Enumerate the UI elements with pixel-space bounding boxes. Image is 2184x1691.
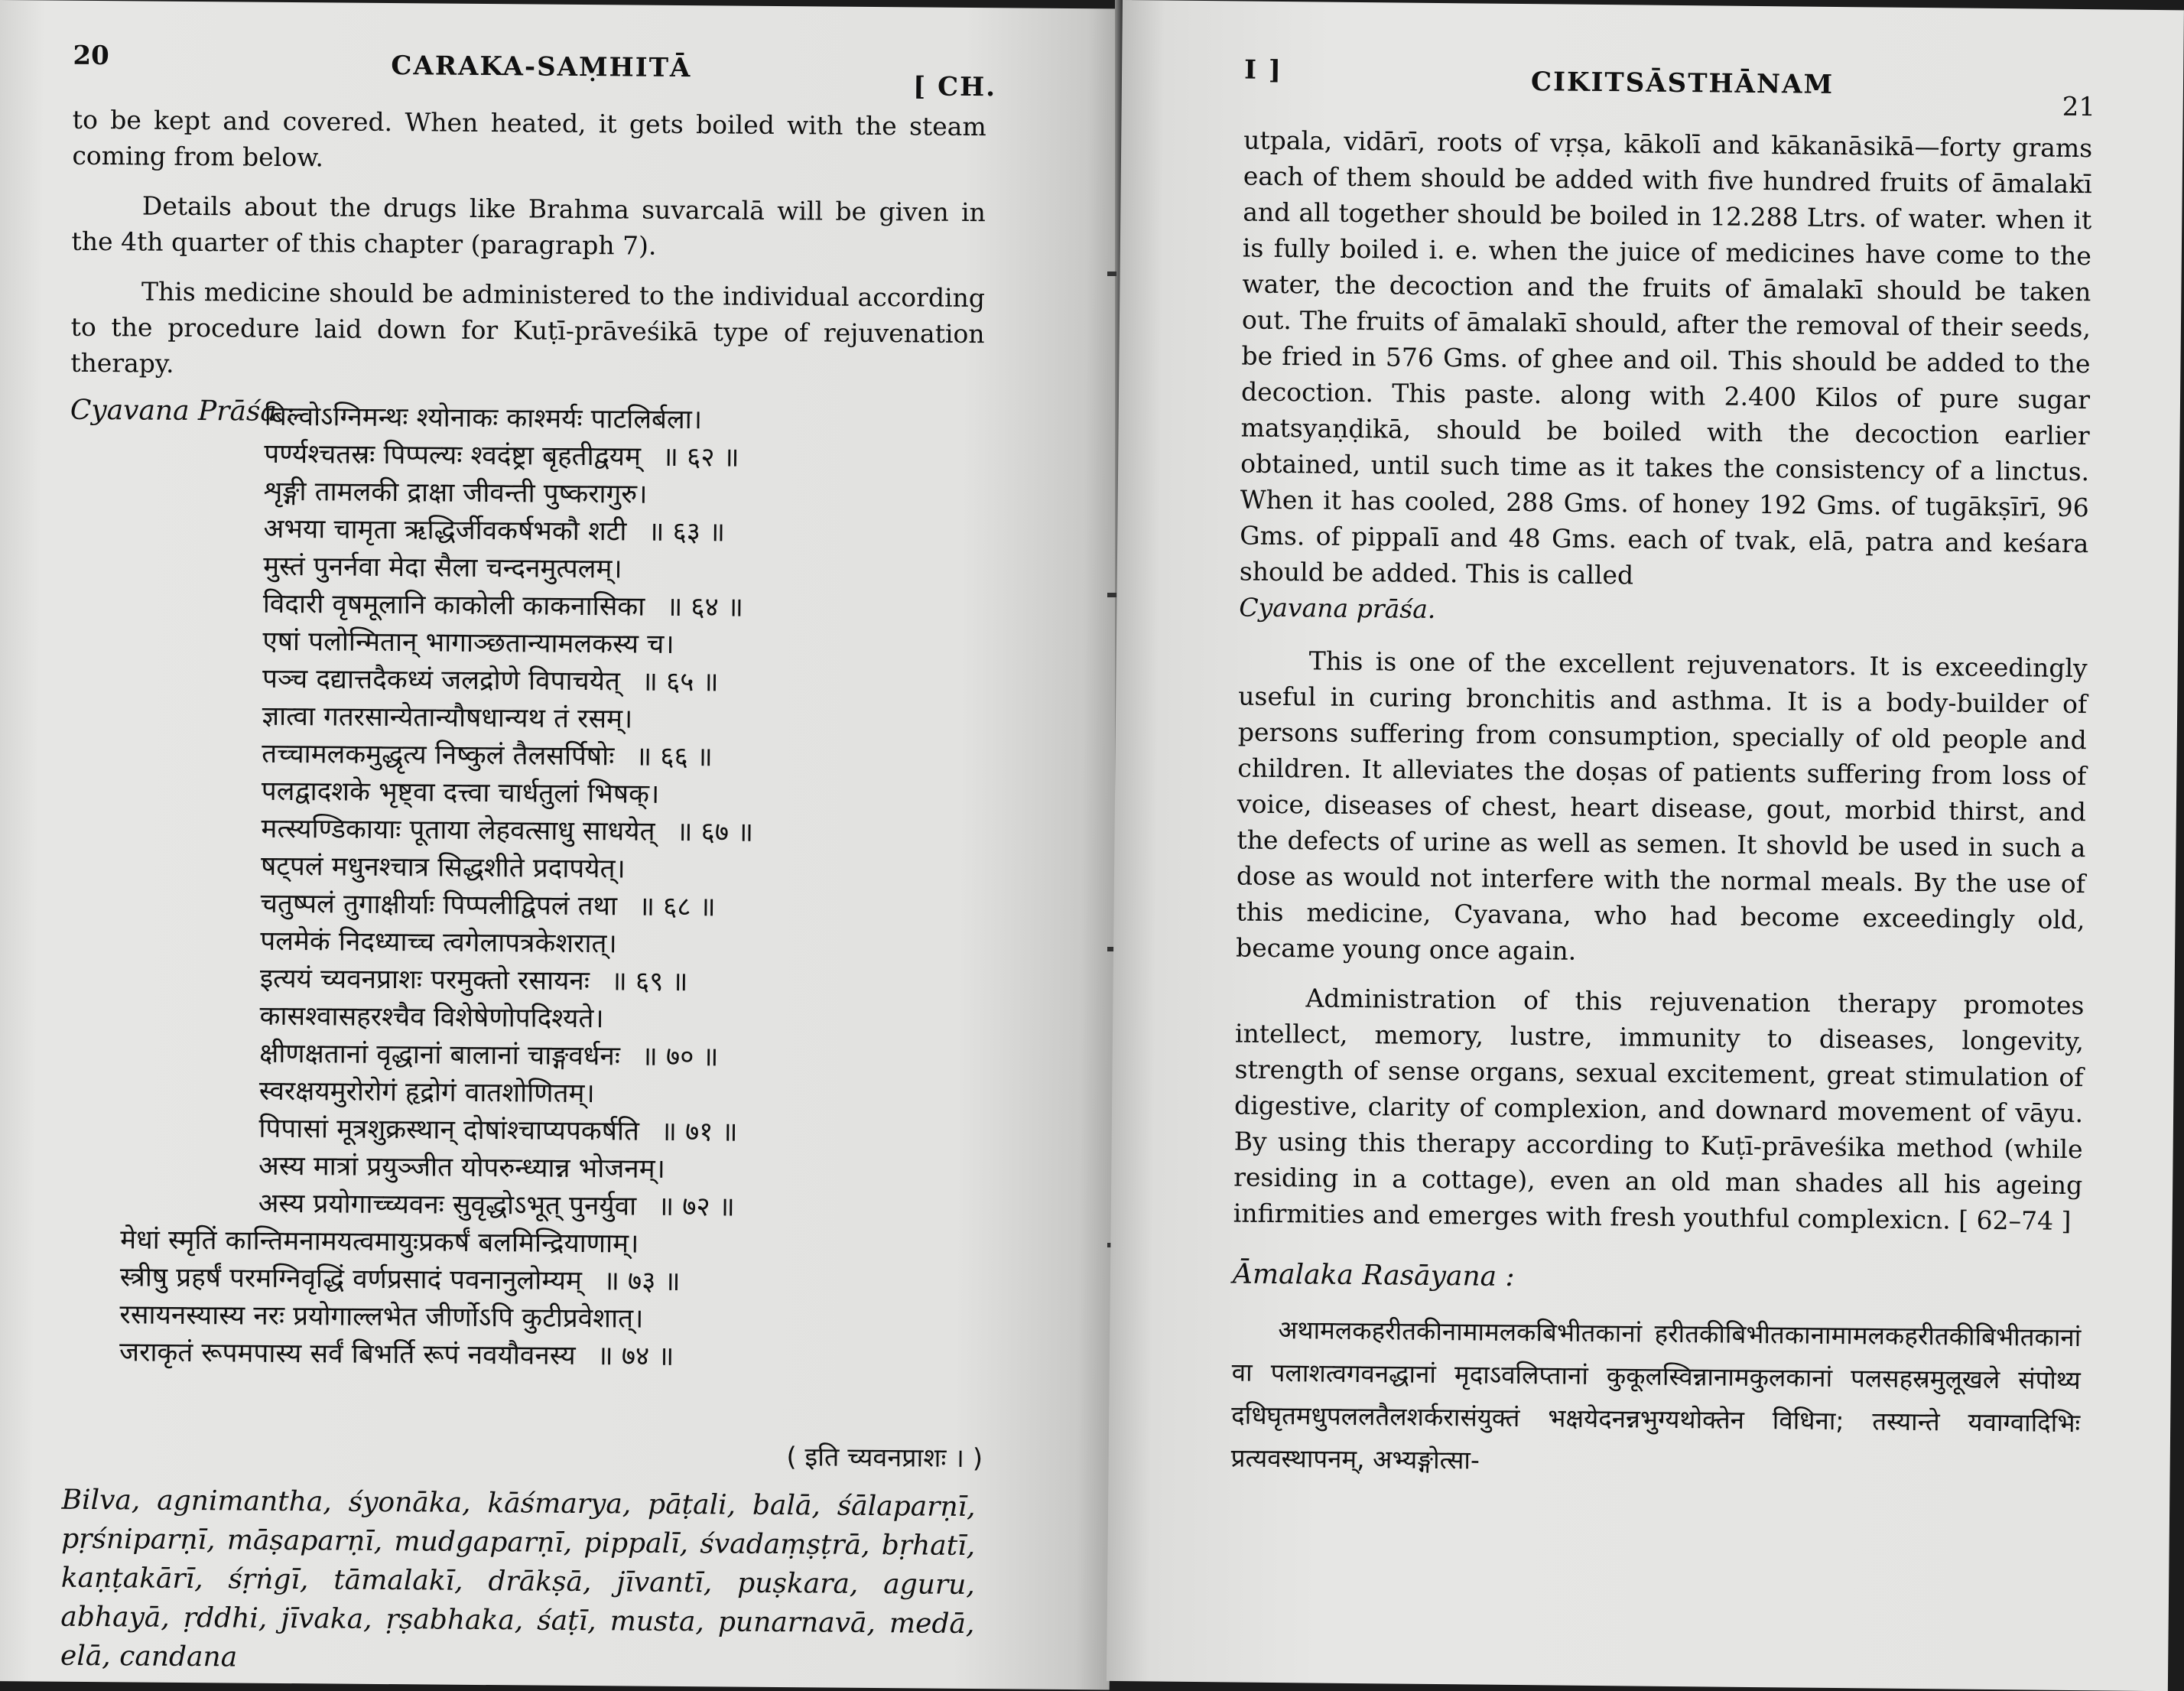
verse-line xyxy=(119,1334,1006,1378)
verse-line xyxy=(258,1148,1008,1192)
verse-text: रसायनस्यास्य नरः प्रयोगाल्लभेत जीर्णोऽपि कुटीप्रवेशात्। xyxy=(119,1299,644,1335)
verse-text: कासश्वासहरश्चैव विशेषेणोपदिश्यते। xyxy=(259,1000,604,1035)
right-paragraph-1: utpala, vidārī, roots of vṛṣa, kākolī and kākanāsikā—forty grams each of them should be added with five hundred fruits of āmalakī and all together should be boiled in 12.288 Ltrs. of water. when it is fully boiled i. e. when the juice of medicines have come to the water, the decoction and the fruits of āmalakī should be taken out. The fruits of āmalakī should, after the removal of their seeds, be fried in 576 Gms. of ghee and oil. This should be added to the decoction. This paste. along with 2.400 Kilos of pure sugar matsyaṇḍikā, should be boiled with the decoction earlier obtained, until such time as it takes the consistency of a linctus. When it has cooled, 288 Gms. of honey 192 Gms. of tugākṣīrī, 96 Gms. of pippalī and 48 Gms. each of tvak, elā, patra and keśara should be added. This is called xyxy=(1239,125,2093,590)
right-page xyxy=(1107,0,2184,1691)
verse-line xyxy=(259,1036,1009,1079)
right-chapter-marker: I ] xyxy=(1243,54,1283,86)
verse-number: ॥ ६८ ॥ xyxy=(638,891,716,923)
verse-line xyxy=(263,511,1012,554)
gutter-mark xyxy=(1107,272,1116,276)
verse-text: अस्य प्रयोगाच्च्यवनः सुवृद्धोऽभूत् पुनर्युवा xyxy=(258,1188,637,1222)
verse-line xyxy=(258,1185,1007,1229)
verse-number: ॥ ६५ ॥ xyxy=(641,666,719,698)
left-paragraph-1: to be kept and covered. When heated, it gets boiled with the steam coming from below. xyxy=(72,104,986,173)
verse-text: मुस्तं पुनर्नवा मेदा सैला चन्दनमुत्पलम्। xyxy=(263,551,622,585)
verse-line xyxy=(264,436,1013,480)
verse-text: चतुष्पलं तुगाक्षीर्याः पिप्पलीद्विपलं तथा xyxy=(260,888,618,922)
verse-number: ॥ ६३ ॥ xyxy=(648,516,726,548)
verse-text: तच्चामलकमुद्धृत्य निष्कुलं तैलसर्पिषोः xyxy=(262,738,615,772)
left-running-head: CARAKA-SAṂHITĀ xyxy=(391,50,692,84)
verse-number: ॥ ७४ ॥ xyxy=(596,1341,674,1372)
cyavana-prasa-heading: Cyavana Prāśa : xyxy=(70,394,295,428)
verse-closing-marker: ( इति च्यवनप्राशः । ) xyxy=(786,1442,983,1475)
amalaka-sanskrit-prose: अथामलकहरीतकीनामामलकबिभीतकानां हरीतकीबिभीतकानामामलकहरीतकीबिभीतकानां वा पलाशत्वगवनद्धानां मृदाऽवलिप्तानां कुकूलस्विन्नानामकुलकानां पलसहस्रमुलूखले संपोथ्य दधिघृतमधुपललतैलशर्करासंयुक्तं भक्षयेदनन्नभुग्यथोक्तेन विधिना; तस्यान्ते यवाग्वादिभिः प्रत्यवस्थापनम्, अभ्यङ्गोत्सा- xyxy=(1230,1315,2082,1475)
amalaka-rasayana-heading: Āmalaka Rasāyana : xyxy=(1232,1258,1515,1293)
verse-text: पलमेकं निदध्याच्च त्वगेलापत्रकेशरात्। xyxy=(260,925,617,960)
right-running-head: CIKITSĀSTHĀNAM xyxy=(1530,67,1835,100)
verse-number: ॥ ६४ ॥ xyxy=(666,591,744,623)
verse-line xyxy=(264,473,1013,517)
verse-text: जराकृतं रूपमपास्य सर्वं बिभर्ति रूपं नवयौवनस्य xyxy=(119,1337,576,1371)
verse-text: शृङ्गी तामलकी द्राक्षा जीवन्ती पुष्करागुरु। xyxy=(263,476,648,510)
left-page-number: 20 xyxy=(73,40,109,72)
verse-line xyxy=(263,586,1012,629)
verse-text: बिल्वोऽग्निमन्थः श्योनाकः काश्मर्यः पाटलिर्बला। xyxy=(264,401,703,436)
verse-line xyxy=(260,961,1009,1004)
verse-line xyxy=(261,848,1010,892)
verse-text: एषां पलोन्मितान् भागाञ्छतान्यामलकस्य च। xyxy=(262,626,674,660)
drug-list-paragraph: Bilva, agnimantha, śyonāka, kāśmarya, pāṭali, balā, śālaparṇī, pṛśniparṇī, māṣaparṇī, mudgaparṇī, pippalī, śvadaṃṣṭrā, bṛhatī, kaṇṭakārī, śṛṅgī, tāmalakī, drākṣā, jīvantī, puṣkara, aguru, abhayā, ṛddhi, jīvaka, ṛṣabhaka, śaṭī, musta, punarnavā, medā, elā, candana xyxy=(60,1484,976,1673)
left-paragraph-2: Details about the drugs like Brahma suvarcalā will be given in the 4th quarter of this chapter (paragraph 7). xyxy=(71,190,986,261)
verse-text: पर्ण्यश्चतस्रः पिप्पल्यः श्वदंष्ट्रा बृहतीद्वयम् xyxy=(264,438,642,473)
left-chapter-marker: [ CH. xyxy=(912,71,997,103)
verse-text: स्त्रीषु प्रहर्षं परमग्निवृद्धिं वर्णप्रसादं पवनानुलोम्यम् xyxy=(119,1262,583,1297)
verse-text: इत्ययं च्यवनप्राशः परमुक्तो रसायनः xyxy=(259,963,590,997)
verse-text: अभया चामृता ऋद्धिर्जीवकर्षभकौ शटी xyxy=(263,513,627,548)
verse-line xyxy=(259,1073,1009,1117)
verse-line xyxy=(262,773,1011,817)
verse-line xyxy=(260,923,1009,967)
verse-number: ॥ ६७ ॥ xyxy=(676,816,754,848)
verse-number: ॥ ७० ॥ xyxy=(641,1041,719,1073)
verse-line xyxy=(262,661,1012,704)
verse-line xyxy=(262,698,1011,742)
verse-number: ॥ ७२ ॥ xyxy=(658,1191,735,1223)
right-body xyxy=(1230,122,2092,1488)
gutter-mark xyxy=(1107,593,1116,597)
verse-number: ॥ ६६ ॥ xyxy=(635,741,713,773)
verse-line xyxy=(261,886,1010,929)
verse-text: मत्स्यण्डिकायाः पूताया लेहवत्साधु साधयेत् xyxy=(261,813,655,847)
verse-line xyxy=(263,548,1012,592)
right-paragraph-3: Administration of this rejuvenation therapy promotes intellect, memory, lustre, immunity to diseases, longevity, strength of sense organs, sexual excitement, great stimulation of digestive, clarity of complexion, and downard movement of vāyu. By using this therapy according to Kuṭī-prāveśika method (while residing in a cottage), even an old man shades all his ageing infirmities and emerges with fresh youthful complexicn. [ 62–74 ] xyxy=(1233,983,2085,1236)
verse-text: स्वरक्षयमुरोरोगं हृद्रोगं वातशोणितम्। xyxy=(258,1075,595,1110)
verse-text: मेधां स्मृतिं कान्तिमनामयत्वमायुःप्रकर्षं बलमिन्द्रियाणाम्। xyxy=(120,1224,639,1260)
verse-text: विदारी वृषमूलानि काकोली काकनासिका xyxy=(262,588,645,623)
verse-number: ॥ ७१ ॥ xyxy=(660,1116,738,1148)
verse-line xyxy=(258,1111,1008,1154)
verse-number: ॥ ६९ ॥ xyxy=(610,966,688,998)
verse-text: अस्य मात्रां प्रयुञ्जीत योपरुन्ध्यान्न भोजनम्। xyxy=(258,1150,666,1185)
right-page-number: 21 xyxy=(2062,91,2096,123)
verse-number: ॥ ७३ ॥ xyxy=(603,1266,681,1298)
verse-text: षट्पलं मधुनश्चात्र सिद्धशीते प्रदापयेत्। xyxy=(260,850,626,885)
left-body xyxy=(70,102,986,448)
verse-text: पिपासां मूत्रशुक्रस्थान् दोषांश्चाप्यपकर्षति xyxy=(258,1113,640,1147)
verse-line xyxy=(262,623,1012,667)
verse-text: पलद्वादशके भृष्ट्वा दत्त्वा चार्धतुलां भिषक्। xyxy=(261,776,660,810)
verse-text: पञ्च दद्यात्तदैकध्यं जलद्रोणे विपाचयेत् xyxy=(262,663,621,698)
verse-text: ज्ञात्वा गतरसान्येतान्यौषधान्यथ तं रसम्। xyxy=(262,701,633,735)
verse-number: ॥ ६२ ॥ xyxy=(661,441,739,473)
verse-line xyxy=(262,736,1011,779)
right-paragraph-2: This is one of the excellent rejuvenators. It is exceedingly useful in curing bronchitis and asthma. It is a body-builder of persons suffering from consumption, specially of old people and children. It alleviates the doṣas of patients suffering from loss of voice, diseases of chest, heart disease, gout, morbid thirst, and the defects of urine as well as semen. It shovld be used in such a dose as would not interfere with the normal meals. By the use of this medicine, Cyavana, who had become exceedingly old, became young once again. xyxy=(1235,646,2088,966)
cyavana-prasa-end: Cyavana prāśa. xyxy=(1239,592,1436,624)
left-paragraph-3: This medicine should be administered to the individual according to the procedure laid down for Kuṭī-prāveśikā type of rejuvenation therapy. xyxy=(70,276,986,379)
verse-text: क्षीणक्षतानां वृद्धानां बालानां चाङ्गवर्धनः xyxy=(259,1038,621,1072)
verse-line xyxy=(261,811,1010,854)
verse-line xyxy=(259,998,1009,1042)
verse-line xyxy=(265,398,1014,442)
